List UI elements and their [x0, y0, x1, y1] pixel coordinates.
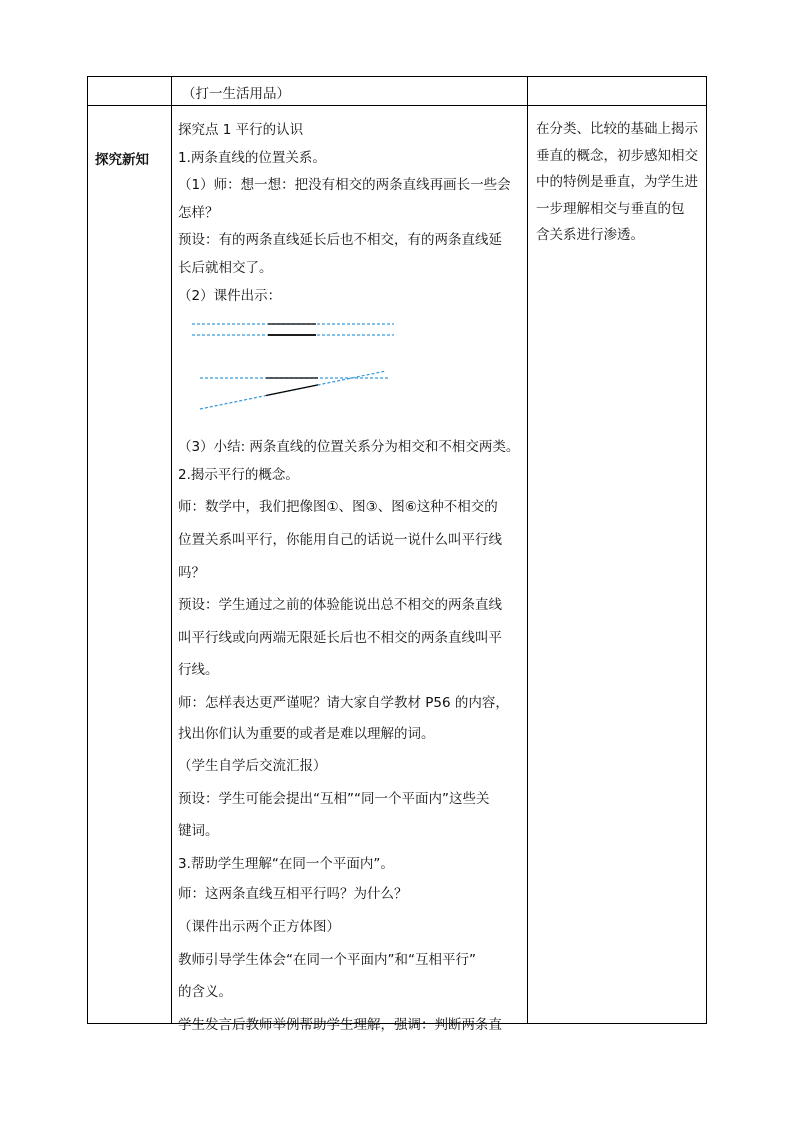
content-line: （1）师：想一想：把没有相交的两条直线再画长一些会 — [178, 177, 511, 194]
content-line: （2）课件出示： — [178, 287, 282, 304]
content-line: 行线。 — [178, 662, 219, 679]
content-line: 怎样？ — [178, 204, 219, 221]
note-line: 垂直的概念，初步感知相交 — [536, 147, 698, 164]
line-position-figure — [178, 313, 523, 431]
note-line: 含关系进行渗透。 — [536, 227, 644, 244]
content-line: （3）小结: 两条直线的位置关系分为相交和不相交两类。 — [178, 439, 520, 456]
content-line: 2.揭示平行的概念。 — [178, 466, 299, 483]
content-line: （学生自学后交流汇报） — [178, 758, 327, 775]
note-line: 在分类、比较的基础上揭示 — [536, 121, 698, 137]
content-line: 找出你们认为重要的或者是难以理解的词。 — [178, 725, 435, 742]
table-row-divider — [87, 105, 707, 106]
content-line: 吗？ — [178, 564, 205, 581]
content-line: 学生发言后教师举例帮助学生理解，强调：判断两条直 — [178, 1016, 502, 1033]
content-line: 预设：有的两条直线延长后也不相交，有的两条直线延 — [178, 232, 502, 249]
solid-segment-bottom-2 — [266, 385, 318, 396]
content-line: 键词。 — [178, 823, 219, 840]
content-line: 位置关系叫平行，你能用自己的话说一说什么叫平行线 — [178, 531, 502, 548]
content-line: 预设：学生通过之前的体验能说出总不相交的两条直线 — [178, 597, 502, 614]
content-line: 1.两条直线的位置关系。 — [178, 149, 326, 166]
lesson-table — [87, 76, 707, 1033]
content-line: （课件出示两个正方体图） — [178, 919, 340, 936]
table-border-left — [87, 76, 88, 1024]
content-cell — [178, 116, 523, 1038]
content-line: 师：数学中，我们把像图①、图③、图⑥这种不相交的 — [178, 499, 498, 516]
note-line: 中的特例是垂直，为学生进 — [536, 174, 698, 191]
table-border-col1 — [171, 76, 172, 1024]
header-row-content: （打一生活用品） — [182, 86, 290, 102]
table-border-col2 — [527, 76, 528, 1024]
content-line: 探究点 1 平行的认识 — [178, 122, 304, 138]
content-line: 3.帮助学生理解“在同一个平面内”。 — [178, 855, 394, 872]
content-line: 教师引导学生体会“在同一个平面内”和“互相平行” — [178, 951, 476, 968]
design-note-cell — [536, 116, 701, 249]
stage-label: 探究新知 — [95, 152, 149, 168]
content-line: 预设：学生可能会提出“互相”“同一个平面内”这些关 — [178, 790, 490, 807]
content-line: 师：这两条直线互相平行吗？为什么？ — [178, 886, 408, 903]
content-line: 的含义。 — [178, 984, 232, 1001]
content-line: 叫平行线或向两端无限延长后也不相交的两条直线叫平 — [178, 629, 502, 646]
content-line: 长后就相交了。 — [178, 259, 273, 276]
note-line: 一步理解相交与垂直的包 — [536, 200, 685, 217]
content-line: 师：怎样表达更严谨呢？请大家自学教材 P56 的内容， — [178, 694, 509, 711]
table-border-top — [87, 76, 707, 77]
table-border-right — [706, 76, 707, 1024]
